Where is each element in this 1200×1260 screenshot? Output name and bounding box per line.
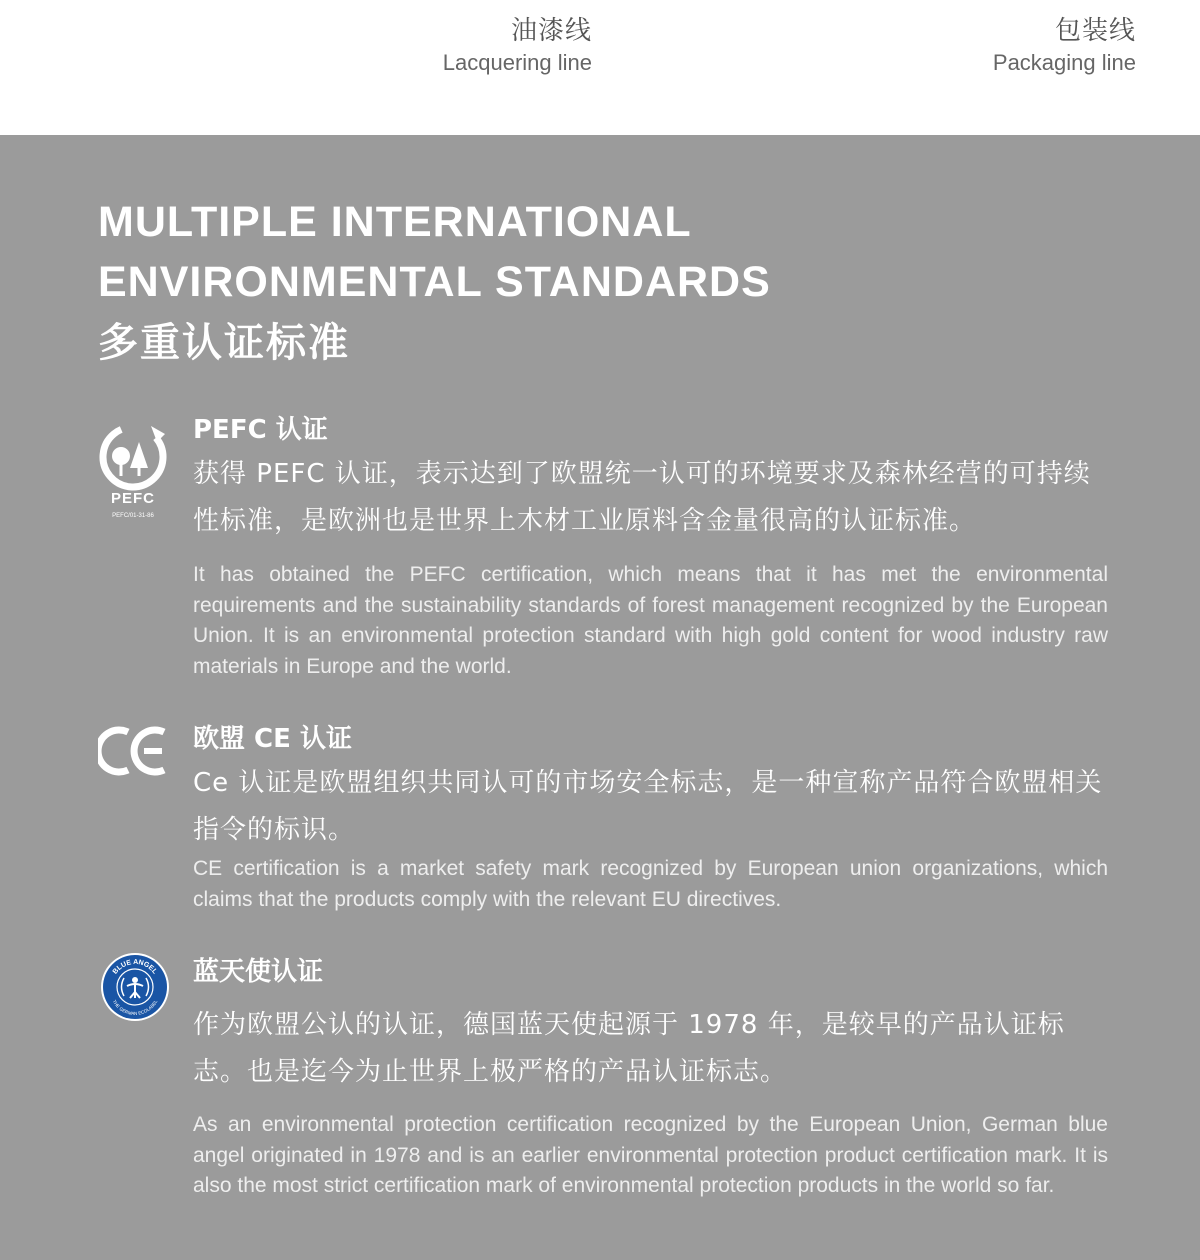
certification-panel: [0, 135, 1200, 1260]
cert-blue-angel-title: 蓝天使认证: [193, 957, 324, 987]
cert-pefc-description-zh: 获得 PEFC 认证，表示达到了欧盟统一认可的环境要求及森林经营的可持续性标准，是欧洲也是世界上木材工业原料含金量很高的认证标准。: [193, 459, 1091, 536]
hero-heading: [98, 192, 771, 370]
packaging-line-zh: 包装线: [1054, 16, 1136, 46]
svg-text:THE GERMAN ECOLABEL: THE GERMAN ECOLABEL: [111, 999, 159, 1017]
packaging-line-caption: [993, 14, 1136, 78]
lacquering-line-caption: [443, 14, 592, 78]
svg-text:BLUE ANGEL: BLUE ANGEL: [111, 958, 159, 976]
cert-ce-description-en: CE certification is a market safety mark recognized by European union organizations, which claims that the products comply with the relevant EU directives.: [193, 857, 1108, 911]
hero-title-en-line1: MULTIPLE INTERNATIONAL: [98, 198, 692, 246]
lacquering-line-en: Lacquering line: [442, 50, 592, 75]
cert-pefc-description-en: It has obtained the PEFC certification, which means that it has met the environmental requirements and the sustainability standards of forest management recognized by the European Union. It is an environmental protection standard with high gold content for wood industry raw materials in Europe and the world.: [193, 563, 1108, 678]
lacquering-line-zh: 油漆线: [510, 16, 592, 46]
blue-angel-logo-icon: [100, 952, 170, 1022]
svg-text:PEFC/01-31-86: PEFC/01-31-86: [112, 513, 154, 519]
production-lines-strip: [0, 0, 1200, 135]
pefc-logo-icon: [99, 420, 171, 520]
cert-ce-title: 欧盟 CE 认证: [193, 724, 352, 754]
cert-blue-angel-description-zh: 作为欧盟公认的认证，德国蓝天使起源于 1978 年，是较早的产品认证标志。也是迄今为止世界上极严格的产品认证标志。: [193, 1010, 1065, 1087]
hero-title-en-line2: ENVIRONMENTAL STANDARDS: [98, 258, 771, 306]
hero-title-zh: 多重认证标准: [98, 320, 350, 366]
cert-blue-angel-description-en: As an environmental protection certification recognized by the European Union, German blue angel originated in 1978 and is an earlier environmental protection product certification mark. It is also the most strict certification mark of environmental protection products in the world so far.: [193, 1113, 1108, 1197]
cert-pefc-title: PEFC 认证: [193, 415, 328, 445]
ce-mark-icon: [98, 724, 172, 778]
svg-text:PEFC: PEFC: [110, 490, 156, 507]
packaging-line-en: Packaging line: [992, 50, 1136, 75]
cert-ce-description-zh: Ce 认证是欧盟组织共同认可的市场安全标志，是一种宣称产品符合欧盟相关指令的标识。: [193, 768, 1103, 845]
